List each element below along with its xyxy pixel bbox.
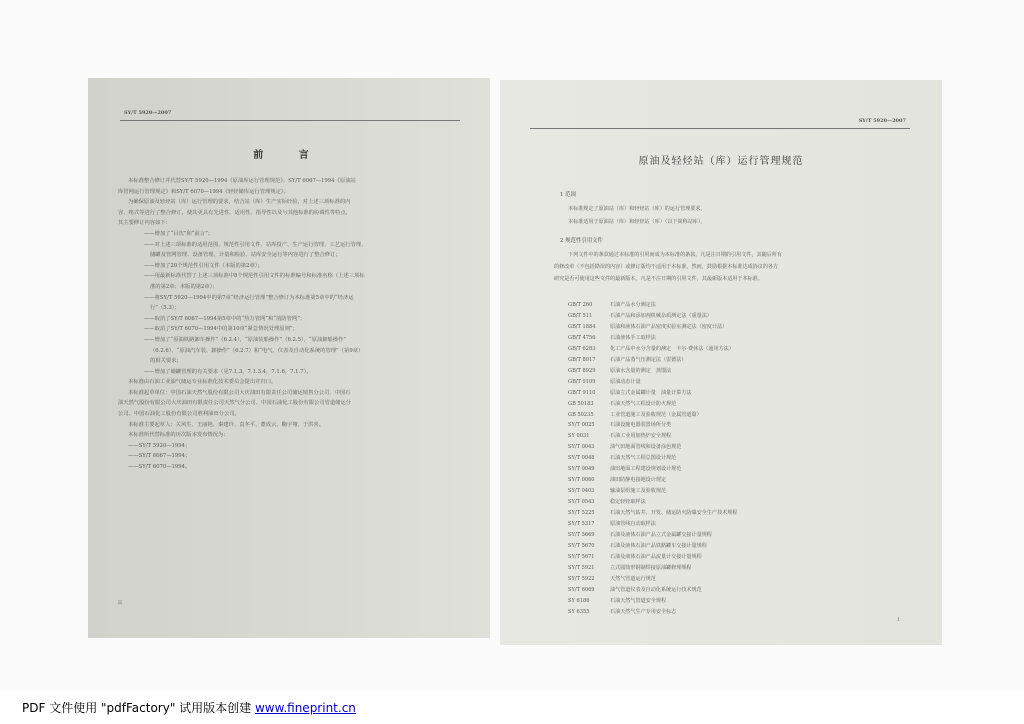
foreword-line: ——SY/T 6070—1994。 [128,464,191,471]
page-number: II [118,600,122,606]
foreword-line: ——将SY/T 5920—1994中的第7章“经济运行管理”整合修订为本标准第5章中的“经济运 [144,294,354,301]
reference-name: 石油液体手工取样法 [610,334,656,341]
reference-item [568,410,737,421]
foreword-line: ——增加了“原油铁路卸车操作”（6.2.4），“原油装船操作”（6.2.5），“原油卸船操作” [144,336,347,343]
foreword-line: 储罐及管网管理、设备管理、计量和检验、站库安全运行等内容进行了整合修订； [150,252,341,259]
reference-code: GB/T 6283 [568,345,596,352]
reference-name: 石油产品蒸气压测定法（雷德法） [610,356,687,363]
reference-item [568,596,737,607]
foreword-line: 公司、中国石油化工股份有限公司胜利油田分公司。 [118,411,240,418]
reference-code: SY/T 0025 [568,422,595,429]
foreword-line: ——SY/T 5920—1994； [128,442,191,449]
foreword-line: （6.2.6），“原油汽车装、卸操作”（6.2.7）和“电气、仪表及自动化系统的管理”（第9章） [150,347,364,354]
standard-page [500,80,942,645]
reference-item [568,552,737,563]
reference-name: 石油产品和添加剂机械杂质测定法（重量法） [610,312,712,319]
reference-item [568,344,737,355]
reference-code: SY 0031 [568,433,590,440]
reference-name: 石油及液体石油产品立式金属罐交接计量规程 [610,532,712,539]
section-heading-scope: 1 范围 [560,192,576,198]
footer-link[interactable]: www.fineprint.cn [254,701,356,715]
reference-code: SY/T 5225 [568,510,595,517]
reference-name: 石油天然气工程设计防火规范 [610,400,677,407]
reference-item [568,475,737,486]
foreword-page [88,78,490,638]
reference-name: 原油水含量的测定 蒸馏法 [610,367,672,374]
reference-name: 石油设施电器装置场所分类 [610,422,672,429]
foreword-line: ——增加了20个规范性引用文件（本版的第2章）； [144,262,263,269]
reference-code: SY/T 0543 [568,499,595,506]
reference-code: GB/T 511 [568,312,593,319]
foreword-line: 本标准起草单位：中国石油天然气股份有限公司大庆油田有限责任公司储运销售分公司、中国石 [128,389,351,396]
reference-item [568,442,737,453]
scope-text: 本标准规定了原油站（库）和轻烃站（库）的运行管理要求。 [568,206,706,212]
reference-code: SY/T 0060 [568,477,595,484]
reference-item [568,333,737,344]
reference-item [568,486,737,497]
reference-item [568,574,737,585]
foreword-line: 准的第2章；本版的第2章）； [150,283,218,290]
foreword-line: 本标准整合修订并代替SY/T 5920—1994《原油库运行管理规范》、SY/T 6067—1994《原油站 [128,178,356,184]
references-text: 下列文件中的条款通过本标准的引用而成为本标准的条款。凡是注日期的引用文件，其随后所有 [568,252,782,258]
reference-code: GB 50235 [568,411,594,418]
reference-code: GB/T 8929 [568,367,596,374]
reference-item [568,399,737,410]
foreword-line: 本标准所代替标准的历次版本发布情况为： [128,432,229,439]
foreword-line: ——增加了“目次”和“前言”； [144,230,214,237]
foreword-body [118,176,463,473]
page-title: 原油及轻烃站（库）运行管理规范 [638,156,804,167]
reference-name: 油气田地面管线和设备涂色规范 [610,444,682,451]
reference-code: GB/T 1884 [568,323,596,330]
header-rule [530,128,910,129]
reference-code: SY/T 0403 [568,488,595,495]
header-rule [120,120,460,121]
reference-code: SY/T 5921 [568,564,595,571]
reference-item [568,300,737,311]
reference-item [568,453,737,464]
reference-name: 油田防静电接地设计规定 [610,477,667,484]
reference-list [568,300,737,618]
reference-code: SY/T 6069 [568,586,595,593]
reference-name: 石油天然气管道安全规程 [610,597,667,604]
reference-name: 原油立式金属罐计量 油量计算方法 [610,389,692,396]
reference-name: 化工产品中水分含量的测定 卡尔·费休法（通用方法） [610,345,734,352]
foreword-line: ——对上述三项标准的适用范围、规范性引用文件、站库投产、生产运行管理、工艺运行管理、 [144,241,367,248]
reference-name: 石油天然气工程总图设计规范 [610,455,677,462]
page-title: 前 言 [253,150,325,161]
reference-code: SY/T 5317 [568,521,595,528]
reference-code: GB/T 4756 [568,334,596,341]
foreword-line: ——用最新标准代替了上述三项标准中8个规范性引用文件的标准编号和标准名称（上述三项标 [144,273,365,280]
foreword-line: ——SY/T 6067—1994； [128,453,191,460]
reference-item [568,464,737,475]
page-header: SY/T 5920—2007 [858,118,906,124]
reference-name: 油气管道仪表及自动化系统运行技术规范 [610,586,702,593]
references-text: 的修改单（不包括勘误的内容）或修订版均不适用于本标准，然而，鼓励根据本标准达成协议的各方 [554,264,779,270]
reference-item [568,366,737,377]
reference-code: SY 6355 [568,608,590,615]
reference-name: 石油产品水分测定法 [610,302,656,308]
reference-name: 原油管线自动取样法 [610,521,656,528]
footer-text: PDF 文件使用 "pdfFactory" 试用版本创建 [22,701,255,715]
reference-item [568,311,737,322]
reference-code: SY/T 0049 [568,466,595,473]
page-number: 1 [896,617,900,623]
reference-name: 石油工业用加热炉安全规程 [610,433,672,440]
foreword-line: ——增加了储罐管理的有关要求（见7.1.3，7.1.3.4，7.1.6，7.1.7）。 [144,368,312,375]
section-heading-references: 2 规范性引用文件 [560,238,603,244]
reference-item [568,585,737,596]
reference-item [568,377,737,388]
reference-code: GB/T 260 [568,302,593,308]
reference-code: SY/T 0048 [568,455,595,462]
page-header: SY/T 5920—2007 [124,110,172,116]
pdf-watermark-footer [22,699,356,716]
foreword-line: ——取消了SY/T 6070—1994中的第10章“紧急情况处理原则”； [144,326,298,333]
reference-name: 天然气管道运行规范 [610,575,656,582]
reference-code: SY/T 0043 [568,444,595,451]
reference-name: 稳定轻烃取样法 [610,499,646,506]
reference-item [568,497,737,508]
reference-name: 输油泵组施工及验收规范 [610,488,667,495]
reference-name: 油田地面工程建设规划设计规范 [610,466,682,473]
scope-text: 本标准适用于原油站（库）和轻烃站（库）（以下简称站库）。 [568,219,706,225]
reference-name: 石油天然气钻井、开发、储运防火防爆安全生产技术规程 [610,510,738,517]
reference-item [568,508,737,519]
reference-item [568,563,737,574]
reference-item [568,530,737,541]
references-text: 研究是否可使用这些文件的最新版本。凡是不注日期的引用文件，其最新版本适用于本标准。 [554,276,763,282]
reference-name: 石油及液体石油产品流量计交接计量规程 [610,553,702,560]
foreword-line: 本标准主要起草人：关风生、王丽艳、秦建玲、袁冬平、董成云、鞠宇翔、于洪喜。 [128,421,324,428]
reference-item [568,322,737,333]
reference-item [568,607,737,618]
foreword-line: 库管网运行管理规定》和SY/T 6070—1994《轻烃储库运行管理规定》。 [118,188,289,195]
reference-name: 原油动态计量 [610,378,641,385]
reference-item [568,519,737,530]
reference-code: GB/T 9109 [568,378,596,385]
reference-name: 工业管道施工及验收规范（金属管道篇） [610,411,702,418]
reference-code: GB/T 8017 [568,356,596,363]
reference-code: SY 6186 [568,597,590,604]
foreword-line: 的相关要求； [150,358,182,365]
reference-code: SY/T 5922 [568,575,595,582]
foreword-line: 油天然气股份有限公司大庆油田有限责任公司天然气分公司、中国石油化工股份有限公司管道储运分 [118,400,352,407]
reference-code: SY/T 5670 [568,542,595,549]
foreword-line: ——取消了SY/T 6067—1994第5章中的“热力管网”和“消防管网”； [144,315,306,322]
reference-item [568,420,737,431]
reference-name: 石油及液体石油产品铁路罐车交接计量规程 [610,542,707,549]
reference-item [568,355,737,366]
foreword-line: 其主要修订内容如下： [118,220,171,227]
foreword-line: 为确保原油及轻烃站（库）运行管理的要求，结合站（库）生产实际经验，对上述三项标准的内 [128,199,351,206]
reference-item [568,541,737,552]
reference-code: SY/T 5669 [568,532,595,539]
reference-item [568,388,737,399]
reference-code: SY/T 5671 [568,553,595,560]
reference-name: 立式圆筒形钢制焊接原油罐修理规程 [610,564,692,571]
reference-item [568,431,737,442]
reference-name: 原油和液体石油产品密度实验室测定法（密度计法） [610,323,728,330]
foreword-line: 本标准由石油工业油气储运专业标准化技术委员会提出并归口。 [128,379,277,386]
reference-name: 石油天然气生产专用安全标志 [610,608,677,615]
reference-code: GB 50183 [568,400,594,407]
foreword-line: 行”（5.3）； [150,305,180,312]
reference-code: GB/T 9110 [568,389,596,396]
foreword-line: 容、格式等进行了整合修订，使其更具有先进性、适用性、指导性以及与其他标准的协调性等特点， [118,209,352,216]
